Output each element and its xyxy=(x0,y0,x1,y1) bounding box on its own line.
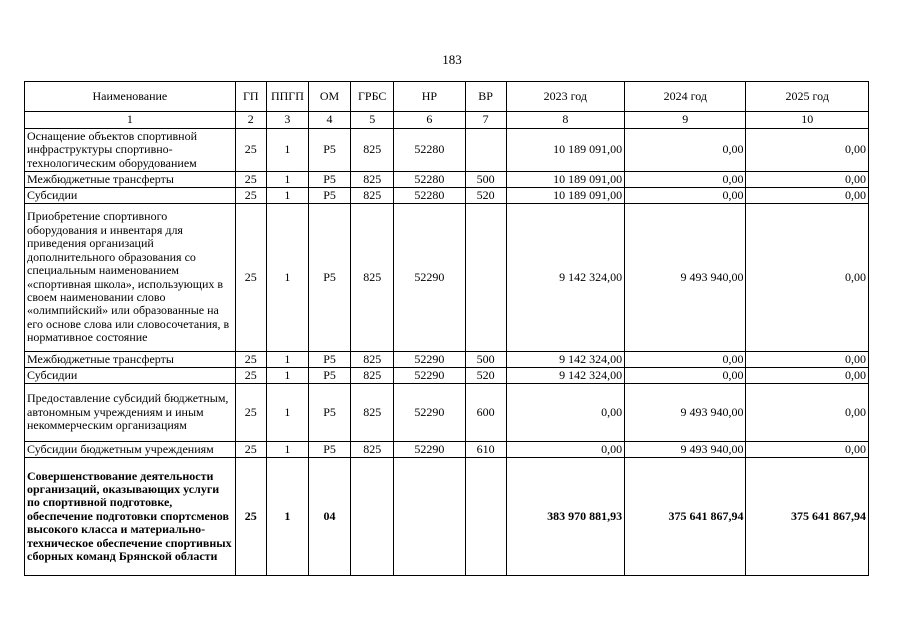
row-grbs: 825 xyxy=(351,442,394,458)
row-gp: 25 xyxy=(235,352,266,368)
column-number: 6 xyxy=(394,112,465,129)
row-2023: 9 142 324,00 xyxy=(506,352,624,368)
column-number: 5 xyxy=(351,112,394,129)
table-row xyxy=(25,442,869,458)
column-number-row xyxy=(25,112,869,129)
row-nr: 52290 xyxy=(394,384,465,442)
row-nr: 52290 xyxy=(394,368,465,384)
column-number: 4 xyxy=(308,112,350,129)
row-2025: 0,00 xyxy=(746,352,869,368)
row-gp: 25 xyxy=(235,384,266,442)
row-name: Предоставление субсидий бюджетным, автономным учреждениям и иным некоммерческим организациям xyxy=(25,384,236,442)
table-row xyxy=(25,188,869,204)
row-2024: 375 641 867,94 xyxy=(625,458,746,576)
table-row xyxy=(25,172,869,188)
row-grbs xyxy=(351,458,394,576)
row-om: 04 xyxy=(308,458,350,576)
row-vr xyxy=(465,129,506,172)
page-number: 183 xyxy=(442,52,462,67)
table-row xyxy=(25,384,869,442)
row-nr: 52290 xyxy=(394,442,465,458)
row-2025: 0,00 xyxy=(746,172,869,188)
row-2024: 0,00 xyxy=(625,352,746,368)
row-vr: 600 xyxy=(465,384,506,442)
row-grbs: 825 xyxy=(351,188,394,204)
row-gp: 25 xyxy=(235,368,266,384)
row-grbs: 825 xyxy=(351,368,394,384)
row-gp: 25 xyxy=(235,188,266,204)
row-ppgp: 1 xyxy=(266,384,308,442)
row-2024: 9 493 940,00 xyxy=(625,204,746,352)
row-vr: 520 xyxy=(465,188,506,204)
row-nr: 52280 xyxy=(394,188,465,204)
row-name: Совершенствование деятельности организаций, оказывающих услуги по спортивной подготовке, обеспечение подготовки спортсменов высокого класса и материально-техническое обеспечение спортивных сборных команд Брянской области xyxy=(25,458,236,576)
row-name: Субсидии xyxy=(25,188,236,204)
row-2024: 0,00 xyxy=(625,129,746,172)
row-gp: 25 xyxy=(235,458,266,576)
row-ppgp: 1 xyxy=(266,129,308,172)
header-cell: ГП xyxy=(235,82,266,112)
row-nr: 52280 xyxy=(394,129,465,172)
row-2023: 10 189 091,00 xyxy=(506,129,624,172)
row-2023: 10 189 091,00 xyxy=(506,188,624,204)
header-cell: ППГП xyxy=(266,82,308,112)
table-row xyxy=(25,368,869,384)
row-gp: 25 xyxy=(235,204,266,352)
row-grbs: 825 xyxy=(351,129,394,172)
header-cell: 2025 год xyxy=(746,82,869,112)
row-2023: 0,00 xyxy=(506,442,624,458)
table-row xyxy=(25,458,869,576)
row-nr: 52290 xyxy=(394,204,465,352)
row-2024: 0,00 xyxy=(625,188,746,204)
header-row xyxy=(25,82,869,112)
row-2025: 375 641 867,94 xyxy=(746,458,869,576)
row-2023: 383 970 881,93 xyxy=(506,458,624,576)
row-gp: 25 xyxy=(235,129,266,172)
header-cell: ОМ xyxy=(308,82,350,112)
row-2025: 0,00 xyxy=(746,129,869,172)
column-number: 9 xyxy=(625,112,746,129)
row-ppgp: 1 xyxy=(266,458,308,576)
row-grbs: 825 xyxy=(351,384,394,442)
row-gp: 25 xyxy=(235,442,266,458)
row-name: Субсидии бюджетным учреждениям xyxy=(25,442,236,458)
row-2023: 9 142 324,00 xyxy=(506,368,624,384)
row-nr: 52290 xyxy=(394,352,465,368)
table-row xyxy=(25,352,869,368)
row-vr: 610 xyxy=(465,442,506,458)
column-number: 1 xyxy=(25,112,236,129)
row-ppgp: 1 xyxy=(266,442,308,458)
row-name: Межбюджетные трансферты xyxy=(25,352,236,368)
row-2024: 0,00 xyxy=(625,172,746,188)
row-2025: 0,00 xyxy=(746,384,869,442)
row-om: P5 xyxy=(308,204,350,352)
row-om: P5 xyxy=(308,442,350,458)
row-ppgp: 1 xyxy=(266,204,308,352)
row-vr xyxy=(465,204,506,352)
row-2024: 0,00 xyxy=(625,368,746,384)
row-name: Оснащение объектов спортивной инфраструктуры спортивно-технологическим оборудованием xyxy=(25,129,236,172)
budget-table xyxy=(24,81,869,576)
row-nr xyxy=(394,458,465,576)
row-grbs: 825 xyxy=(351,204,394,352)
row-ppgp: 1 xyxy=(266,352,308,368)
table-row xyxy=(25,204,869,352)
row-grbs: 825 xyxy=(351,352,394,368)
row-ppgp: 1 xyxy=(266,368,308,384)
column-number: 8 xyxy=(506,112,624,129)
header-cell: 2023 год xyxy=(506,82,624,112)
header-cell: ВР xyxy=(465,82,506,112)
row-2025: 0,00 xyxy=(746,442,869,458)
table-row xyxy=(25,129,869,172)
row-2025: 0,00 xyxy=(746,204,869,352)
row-2024: 9 493 940,00 xyxy=(625,442,746,458)
row-ppgp: 1 xyxy=(266,188,308,204)
row-vr: 520 xyxy=(465,368,506,384)
row-om: P5 xyxy=(308,129,350,172)
row-nr: 52280 xyxy=(394,172,465,188)
row-name: Субсидии xyxy=(25,368,236,384)
column-number: 2 xyxy=(235,112,266,129)
row-2024: 9 493 940,00 xyxy=(625,384,746,442)
row-om: P5 xyxy=(308,352,350,368)
header-cell: ГРБС xyxy=(351,82,394,112)
row-om: P5 xyxy=(308,368,350,384)
row-om: P5 xyxy=(308,172,350,188)
row-2023: 0,00 xyxy=(506,384,624,442)
column-number: 10 xyxy=(746,112,869,129)
column-number: 7 xyxy=(465,112,506,129)
row-2025: 0,00 xyxy=(746,188,869,204)
row-vr xyxy=(465,458,506,576)
header-cell: НР xyxy=(394,82,465,112)
row-2025: 0,00 xyxy=(746,368,869,384)
row-gp: 25 xyxy=(235,172,266,188)
row-2023: 10 189 091,00 xyxy=(506,172,624,188)
row-name: Приобретение спортивного оборудования и инвентаря для приведения организаций дополнительного образования со специальным наименованием «спортивная школа», использующих в своем наименовании слово «олимпийский» или образованные на его основе слова или словосочетания, в нормативное состояние xyxy=(25,204,236,352)
row-name: Межбюджетные трансферты xyxy=(25,172,236,188)
header-cell: 2024 год xyxy=(625,82,746,112)
row-om: P5 xyxy=(308,384,350,442)
column-number: 3 xyxy=(266,112,308,129)
row-grbs: 825 xyxy=(351,172,394,188)
header-cell: Наименование xyxy=(25,82,236,112)
row-ppgp: 1 xyxy=(266,172,308,188)
row-vr: 500 xyxy=(465,172,506,188)
row-vr: 500 xyxy=(465,352,506,368)
row-om: P5 xyxy=(308,188,350,204)
row-2023: 9 142 324,00 xyxy=(506,204,624,352)
